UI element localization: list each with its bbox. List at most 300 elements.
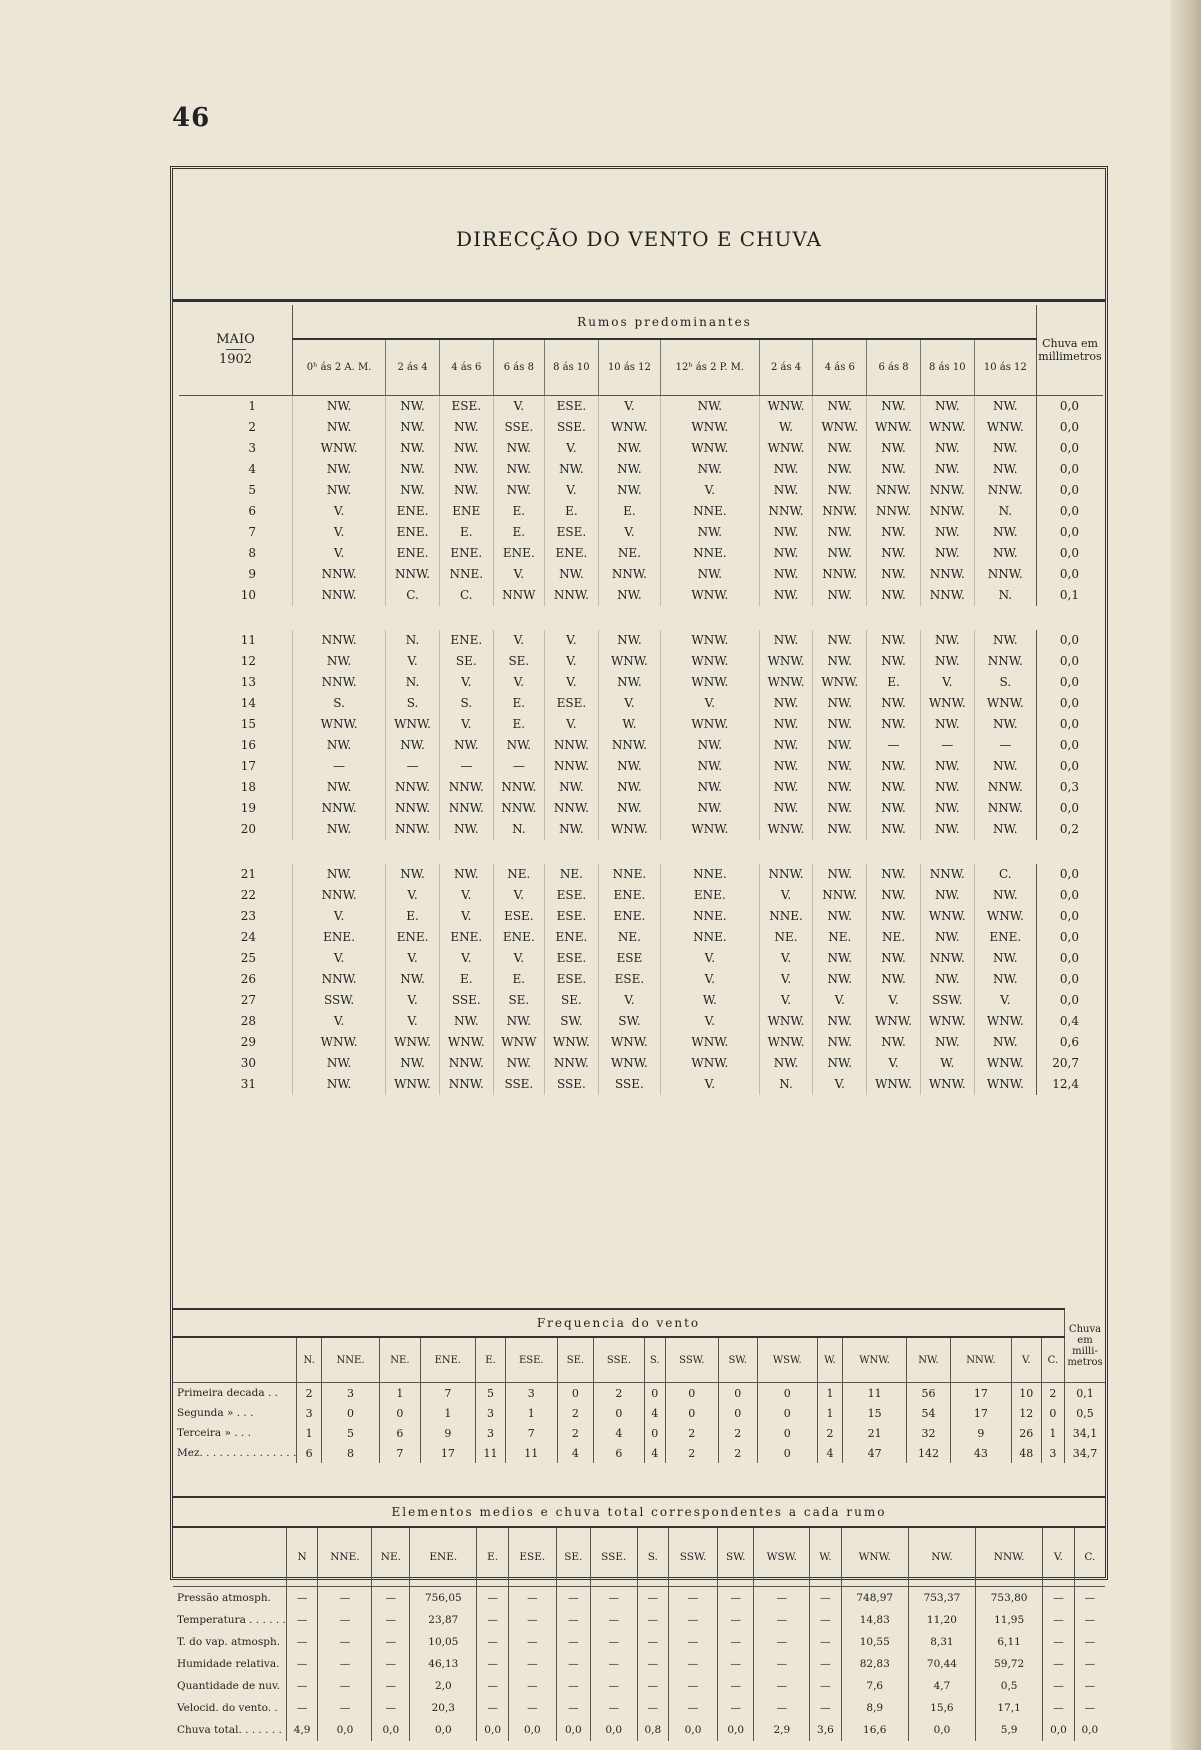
- direction-cell: V.: [598, 522, 660, 543]
- direction-cell: NW.: [493, 1053, 544, 1074]
- direction-cell: NE.: [813, 927, 867, 948]
- direction-cell: —: [867, 735, 921, 756]
- freq-cell: 4: [557, 1443, 594, 1463]
- elem-cell: —: [508, 1631, 556, 1653]
- direction-cell: NNW.: [439, 777, 493, 798]
- direction-cell: NW.: [920, 927, 974, 948]
- freq-cell: 0: [1041, 1403, 1064, 1423]
- elem-cell: —: [286, 1587, 318, 1610]
- direction-cell: WNW.: [661, 417, 760, 438]
- day-cell: 5: [248, 483, 256, 497]
- direction-cell: NW.: [661, 777, 760, 798]
- elem-cell: —: [508, 1587, 556, 1610]
- freq-column-header: WNW.: [843, 1337, 907, 1383]
- freq-column-header: ENE.: [420, 1337, 475, 1383]
- direction-cell: NNW.: [386, 798, 440, 819]
- freq-cell: 2: [297, 1383, 322, 1404]
- direction-cell: NW.: [293, 651, 386, 672]
- freq-column-header: NW.: [906, 1337, 950, 1383]
- elem-cell: 0,0: [669, 1719, 718, 1741]
- direction-cell: WNW: [493, 1032, 544, 1053]
- rain-cell: 0,0: [1037, 417, 1104, 438]
- freq-cell: 3: [321, 1383, 379, 1404]
- table-row: [179, 819, 1103, 840]
- direction-cell: S.: [439, 693, 493, 714]
- direction-cell: NW.: [867, 777, 921, 798]
- direction-cell: WNW.: [759, 1032, 813, 1053]
- direction-cell: NW.: [813, 1053, 867, 1074]
- elem-cell: —: [718, 1587, 754, 1610]
- direction-cell: ESE.: [545, 969, 599, 990]
- direction-cell: ESE: [598, 948, 660, 969]
- direction-cell: V.: [493, 564, 544, 585]
- direction-cell: NW.: [974, 948, 1036, 969]
- direction-cell: NW.: [867, 948, 921, 969]
- freq-cell: 43: [951, 1443, 1012, 1463]
- freq-cell: 2: [817, 1423, 843, 1443]
- freq-cell: 3: [475, 1423, 505, 1443]
- table-row: [179, 990, 1103, 1011]
- elem-cell: —: [1074, 1587, 1105, 1610]
- direction-cell: NNW.: [813, 564, 867, 585]
- freq-cell: 2: [718, 1443, 757, 1463]
- elem-cell: —: [1074, 1653, 1105, 1675]
- freq-column-header: N.: [297, 1337, 322, 1383]
- elem-column-header: ENE.: [410, 1527, 477, 1587]
- direction-cell: WNW.: [759, 672, 813, 693]
- direction-cell: NW.: [867, 714, 921, 735]
- direction-cell: WNW.: [867, 1074, 921, 1095]
- elem-cell: —: [810, 1631, 842, 1653]
- day-cell: 22: [240, 888, 256, 902]
- freq-cell: 54: [906, 1403, 950, 1423]
- freq-cell: 3: [297, 1403, 322, 1423]
- elem-cell: 11,20: [908, 1609, 975, 1631]
- direction-cell: NW.: [386, 417, 440, 438]
- elem-column-header: N: [286, 1527, 318, 1587]
- day-cell: 11: [240, 633, 256, 647]
- direction-cell: NW.: [974, 885, 1036, 906]
- elem-cell: —: [590, 1631, 637, 1653]
- direction-cell: V.: [293, 501, 386, 522]
- direction-cell: WNW.: [974, 693, 1036, 714]
- direction-cell: WNW.: [439, 1032, 493, 1053]
- direction-cell: N.: [974, 585, 1036, 606]
- direction-cell: NNE.: [661, 906, 760, 927]
- direction-cell: NW.: [545, 819, 599, 840]
- direction-cell: NW.: [974, 756, 1036, 777]
- direction-cell: NE.: [598, 543, 660, 564]
- elem-cell: —: [1043, 1631, 1075, 1653]
- table-frame: [170, 166, 1108, 1736]
- direction-cell: WNW.: [867, 417, 921, 438]
- direction-cell: ENE.: [386, 522, 440, 543]
- direction-cell: NW.: [759, 777, 813, 798]
- elem-cell: 0,0: [372, 1719, 410, 1741]
- direction-cell: NW.: [598, 438, 660, 459]
- direction-cell: N.: [493, 819, 544, 840]
- elem-cell: 0,0: [590, 1719, 637, 1741]
- rain-cell: 0,0: [1037, 395, 1104, 417]
- direction-cell: NW.: [813, 459, 867, 480]
- table-row: [179, 630, 1103, 651]
- direction-cell: NNE.: [661, 864, 760, 885]
- elem-cell: —: [477, 1675, 509, 1697]
- direction-cell: NW.: [920, 819, 974, 840]
- direction-cell: WNW.: [920, 417, 974, 438]
- direction-cell: NNW.: [545, 756, 599, 777]
- elem-cell: 5,9: [976, 1719, 1043, 1741]
- direction-cell: E.: [493, 693, 544, 714]
- table-row: [179, 1032, 1103, 1053]
- rain-cell: 0,0: [1037, 630, 1104, 651]
- month-divider: [226, 349, 246, 350]
- table-row: [173, 1443, 1105, 1463]
- direction-cell: NNW.: [867, 501, 921, 522]
- freq-cell: 15: [843, 1403, 907, 1423]
- freq-cell: 1: [817, 1403, 843, 1423]
- direction-cell: NNW.: [598, 564, 660, 585]
- elem-cell: —: [669, 1675, 718, 1697]
- elem-cell: —: [637, 1697, 669, 1719]
- direction-cell: V.: [493, 630, 544, 651]
- rain-cell: 0,0: [1037, 990, 1104, 1011]
- freq-cell: 1: [420, 1403, 475, 1423]
- direction-cell: NW.: [867, 798, 921, 819]
- elements-table: [173, 1496, 1105, 1741]
- freq-cell: 2: [718, 1423, 757, 1443]
- table-row: [179, 756, 1103, 777]
- table-row: [179, 735, 1103, 756]
- direction-cell: —: [386, 756, 440, 777]
- direction-cell: N.: [386, 672, 440, 693]
- freq-cell: 21: [843, 1423, 907, 1443]
- direction-cell: ESE.: [545, 522, 599, 543]
- elem-cell: —: [810, 1587, 842, 1610]
- elem-cell: —: [590, 1587, 637, 1610]
- direction-cell: NNW.: [974, 798, 1036, 819]
- freq-cell: 32: [906, 1423, 950, 1443]
- rain-cell: 0,0: [1037, 798, 1104, 819]
- table-row: [179, 864, 1103, 885]
- direction-cell: NW.: [974, 969, 1036, 990]
- direction-cell: NW.: [920, 543, 974, 564]
- table-row: [173, 1719, 1105, 1741]
- elem-cell: —: [810, 1675, 842, 1697]
- table-row: [173, 1631, 1105, 1653]
- elem-cell: —: [1043, 1609, 1075, 1631]
- table-row: [179, 1011, 1103, 1032]
- elem-cell: —: [1074, 1675, 1105, 1697]
- direction-cell: V.: [545, 714, 599, 735]
- table-row: [173, 1403, 1105, 1423]
- direction-cell: V.: [813, 990, 867, 1011]
- direction-cell: NNW.: [867, 480, 921, 501]
- time-header: 10 ás 12: [974, 339, 1036, 395]
- elem-cell: 20,3: [410, 1697, 477, 1719]
- direction-cell: NW.: [293, 480, 386, 501]
- direction-cell: WNW.: [974, 1053, 1036, 1074]
- day-cell: 26: [240, 972, 256, 986]
- direction-cell: NW.: [974, 395, 1036, 417]
- direction-cell: NW.: [974, 438, 1036, 459]
- elem-cell: —: [318, 1587, 372, 1610]
- elem-cell: 15,6: [908, 1697, 975, 1719]
- rain-cell: 0,0: [1037, 885, 1104, 906]
- direction-cell: NW.: [867, 969, 921, 990]
- direction-cell: V.: [293, 543, 386, 564]
- freq-column-header: ESE.: [506, 1337, 557, 1383]
- direction-cell: NW.: [598, 630, 660, 651]
- direction-cell: E.: [439, 969, 493, 990]
- direction-cell: NW.: [974, 630, 1036, 651]
- direction-cell: NW.: [386, 1053, 440, 1074]
- freq-cell: 2: [557, 1423, 594, 1443]
- freq-cell: 11: [475, 1443, 505, 1463]
- direction-cell: WNW.: [598, 819, 660, 840]
- freq-cell: 48: [1011, 1443, 1041, 1463]
- direction-cell: NNW.: [974, 777, 1036, 798]
- rain-cell: 0,0: [1037, 672, 1104, 693]
- direction-cell: NW.: [867, 585, 921, 606]
- elem-cell: 11,95: [976, 1609, 1043, 1631]
- elem-cell: 756,05: [410, 1587, 477, 1610]
- direction-cell: WNW.: [974, 1011, 1036, 1032]
- direction-cell: NW.: [813, 438, 867, 459]
- direction-cell: NW.: [598, 459, 660, 480]
- freq-cell: 17: [951, 1403, 1012, 1423]
- direction-cell: V.: [545, 672, 599, 693]
- elem-cell: 10,55: [841, 1631, 908, 1653]
- table-row: [179, 417, 1103, 438]
- freq-column-header: E.: [475, 1337, 505, 1383]
- direction-cell: NW.: [439, 864, 493, 885]
- direction-cell: NW.: [867, 864, 921, 885]
- freq-cell: 8: [321, 1443, 379, 1463]
- direction-cell: WNW.: [974, 417, 1036, 438]
- direction-cell: NW.: [813, 864, 867, 885]
- table-row: [179, 459, 1103, 480]
- direction-cell: ENE.: [386, 543, 440, 564]
- table-row: [173, 1675, 1105, 1697]
- direction-cell: NNW.: [493, 798, 544, 819]
- elem-cell: —: [669, 1653, 718, 1675]
- direction-cell: NW.: [661, 756, 760, 777]
- elem-column-header: E.: [477, 1527, 509, 1587]
- elem-cell: —: [286, 1609, 318, 1631]
- direction-cell: NW.: [386, 969, 440, 990]
- freq-cell: 0: [665, 1383, 718, 1404]
- direction-cell: V.: [867, 1053, 921, 1074]
- direction-cell: NW.: [920, 438, 974, 459]
- table-row: [179, 672, 1103, 693]
- freq-column-header: SSE.: [594, 1337, 644, 1383]
- direction-cell: NW.: [439, 417, 493, 438]
- freq-cell: 7: [380, 1443, 421, 1463]
- rain-cell: 0,4: [1037, 1011, 1104, 1032]
- direction-cell: SE.: [493, 990, 544, 1011]
- direction-cell: V.: [439, 948, 493, 969]
- direction-cell: NW.: [920, 395, 974, 417]
- elem-column-header: C.: [1074, 1527, 1105, 1587]
- direction-cell: NW.: [920, 459, 974, 480]
- elem-cell: —: [718, 1653, 754, 1675]
- direction-cell: NNW.: [920, 948, 974, 969]
- elem-column-header: WSW.: [754, 1527, 810, 1587]
- elem-cell: —: [477, 1609, 509, 1631]
- elem-cell: —: [556, 1675, 590, 1697]
- direction-cell: V.: [867, 990, 921, 1011]
- freq-column-header: SSW.: [665, 1337, 718, 1383]
- direction-cell: NW.: [813, 651, 867, 672]
- direction-cell: NNW.: [974, 480, 1036, 501]
- day-cell: 15: [240, 717, 256, 731]
- wind-frequency-table: [173, 1308, 1105, 1463]
- elem-cell: —: [718, 1631, 754, 1653]
- elem-column-header: W.: [810, 1527, 842, 1587]
- freq-column-header: NNE.: [321, 1337, 379, 1383]
- direction-cell: NE.: [759, 927, 813, 948]
- elem-cell: —: [669, 1631, 718, 1653]
- direction-cell: E.: [493, 969, 544, 990]
- elem-column-header: WNW.: [841, 1527, 908, 1587]
- time-header-row: [179, 339, 1103, 395]
- direction-cell: ESE.: [545, 693, 599, 714]
- rain-cell: 0,3: [1037, 777, 1104, 798]
- elem-cell: 10,05: [410, 1631, 477, 1653]
- direction-cell: NW.: [920, 756, 974, 777]
- elem-cell: —: [754, 1587, 810, 1610]
- freq-column-header: S.: [644, 1337, 665, 1383]
- direction-cell: NW.: [920, 885, 974, 906]
- freq-cell: 11: [843, 1383, 907, 1404]
- direction-cell: NNW.: [293, 969, 386, 990]
- elem-cell: —: [669, 1697, 718, 1719]
- elem-cell: 0,0: [508, 1719, 556, 1741]
- freq-column-header: NE.: [380, 1337, 421, 1383]
- elem-column-header: SW.: [718, 1527, 754, 1587]
- direction-cell: NW.: [867, 819, 921, 840]
- direction-cell: ESE.: [493, 906, 544, 927]
- direction-cell: WNW.: [293, 1032, 386, 1053]
- day-cell: 10: [240, 588, 256, 602]
- table-row: [179, 969, 1103, 990]
- direction-cell: NW.: [813, 798, 867, 819]
- direction-cell: NW.: [759, 798, 813, 819]
- direction-cell: V.: [293, 1011, 386, 1032]
- freq-column-header: NNW.: [951, 1337, 1012, 1383]
- elem-cell: —: [508, 1653, 556, 1675]
- elem-cell: —: [718, 1697, 754, 1719]
- table-row: [173, 1383, 1105, 1404]
- direction-cell: N.: [759, 1074, 813, 1095]
- direction-cell: NW.: [293, 1074, 386, 1095]
- direction-cell: ESE.: [545, 948, 599, 969]
- direction-cell: E.: [493, 501, 544, 522]
- direction-cell: NW.: [386, 459, 440, 480]
- direction-cell: —: [293, 756, 386, 777]
- day-cell: 3: [248, 441, 256, 455]
- direction-cell: V.: [661, 1074, 760, 1095]
- page-number: 46: [172, 103, 211, 133]
- day-cell: 21: [240, 867, 256, 881]
- section-title-rumos: Rumos predominantes: [293, 305, 1037, 339]
- day-cell: 28: [240, 1014, 256, 1028]
- direction-cell: NW.: [813, 585, 867, 606]
- direction-cell: NW.: [759, 522, 813, 543]
- direction-cell: NNW.: [974, 564, 1036, 585]
- direction-cell: NW.: [813, 969, 867, 990]
- direction-cell: NW.: [813, 543, 867, 564]
- freq-cell: 0: [644, 1383, 665, 1404]
- elem-cell: 2,9: [754, 1719, 810, 1741]
- direction-cell: ENE.: [598, 885, 660, 906]
- direction-cell: ENE: [439, 501, 493, 522]
- direction-cell: V.: [493, 948, 544, 969]
- direction-cell: V.: [439, 672, 493, 693]
- direction-cell: C.: [439, 585, 493, 606]
- direction-cell: NW.: [759, 564, 813, 585]
- freq-column-header: WSW.: [757, 1337, 817, 1383]
- day-cell: 6: [248, 504, 256, 518]
- elem-cell: 46,13: [410, 1653, 477, 1675]
- direction-cell: NW.: [867, 459, 921, 480]
- time-header: 6 ás 8: [493, 339, 544, 395]
- direction-cell: V.: [759, 969, 813, 990]
- direction-cell: NW.: [813, 948, 867, 969]
- direction-cell: NW.: [974, 819, 1036, 840]
- direction-cell: NNW.: [759, 501, 813, 522]
- direction-cell: WNW.: [974, 1074, 1036, 1095]
- table-row: [179, 714, 1103, 735]
- direction-cell: WNW.: [661, 714, 760, 735]
- freq-cell: 6: [380, 1423, 421, 1443]
- direction-cell: NE.: [598, 927, 660, 948]
- direction-cell: ENE.: [439, 543, 493, 564]
- elem-cell: —: [508, 1675, 556, 1697]
- rain-cell: 0,0: [1037, 714, 1104, 735]
- elem-cell: —: [318, 1631, 372, 1653]
- elem-cell: —: [372, 1609, 410, 1631]
- freq-cell: 0: [757, 1403, 817, 1423]
- table-row: [179, 1053, 1103, 1074]
- direction-cell: ENE.: [293, 927, 386, 948]
- direction-cell: NW.: [661, 459, 760, 480]
- elem-cell: —: [372, 1697, 410, 1719]
- direction-cell: E.: [867, 672, 921, 693]
- table-row: [173, 1423, 1105, 1443]
- direction-cell: NW.: [545, 564, 599, 585]
- freq-cell: 6: [297, 1443, 322, 1463]
- direction-cell: W.: [759, 417, 813, 438]
- direction-cell: NW.: [661, 395, 760, 417]
- elem-column-header: NW.: [908, 1527, 975, 1587]
- direction-cell: V.: [439, 885, 493, 906]
- freq-row-label: Primeira decada . .: [177, 1387, 278, 1399]
- day-cell: 4: [248, 462, 256, 476]
- elem-cell: 6,11: [976, 1631, 1043, 1653]
- direction-cell: V.: [759, 948, 813, 969]
- direction-cell: NW.: [545, 777, 599, 798]
- direction-cell: WNW.: [661, 1032, 760, 1053]
- rain-cell: 0,0: [1037, 651, 1104, 672]
- freq-rain-cell: 0,1: [1065, 1383, 1106, 1404]
- direction-cell: NNW.: [293, 585, 386, 606]
- direction-cell: ENE.: [493, 543, 544, 564]
- elem-cell: —: [1043, 1697, 1075, 1719]
- direction-cell: NW.: [813, 756, 867, 777]
- rain-cell: 0,0: [1037, 735, 1104, 756]
